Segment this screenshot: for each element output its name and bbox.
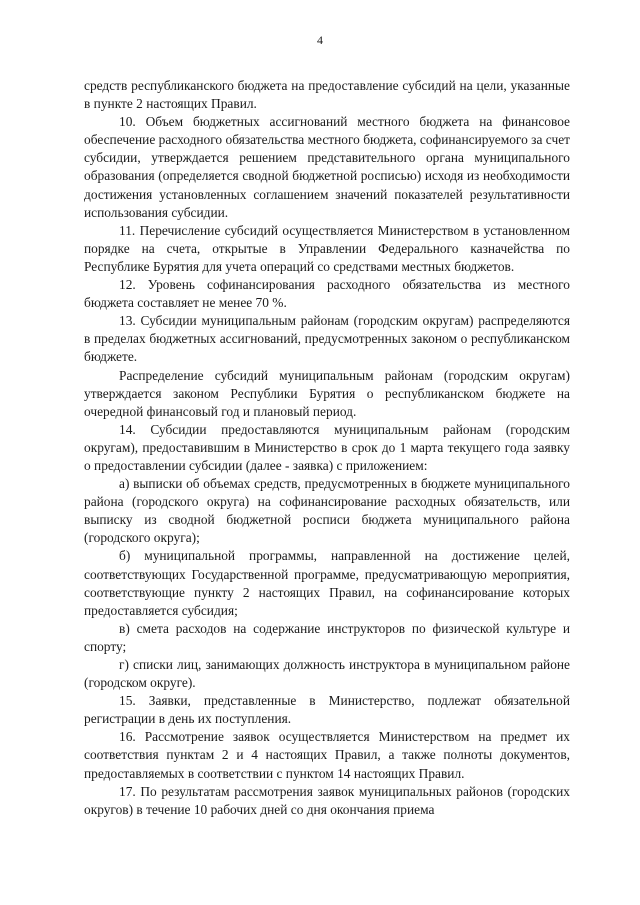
paragraph-13: 13. Субсидии муниципальным районам (городским округам) распределяются в пределах бюджетных ассигнований, предусмотренных законом о республиканском бюджете. xyxy=(84,313,570,365)
paragraph-14: 14. Субсидии предоставляются муниципальным районам (городским округам), предоставившим в Министерство в срок до 1 марта текущего года заявку о предоставлении субсидии (далее - заявка) с приложением: xyxy=(84,421,570,473)
paragraph-12: 12. Уровень софинансирования расходного обязательства из местного бюджета составляет не менее 70 %. xyxy=(84,277,570,311)
paragraph-10: 10. Объем бюджетных ассигнований местного бюджета на финансовое обеспечение расходного обязательства местного бюджета, софинансируемого за счет субсидии, утверждается решением представительного органа муниципального образования (определяется сводной бюджетной росписью) исходя из необходимости достижения установленных соглашением значений показателей результативности использования субсидии. xyxy=(84,114,570,220)
paragraph-14-item-g: г) списки лиц, занимающих должность инструктора в муниципальном районе (городском округе). xyxy=(84,657,570,691)
document-body xyxy=(84,77,570,819)
paragraph-16: 16. Рассмотрение заявок осуществляется Министерством на предмет их соответствия пунктам 2 и 4 настоящих Правил, а также полноты документов, предоставляемых в соответствии с пунктом 14 настоящих Правил. xyxy=(84,729,570,781)
paragraph-13-distribution: Распределение субсидий муниципальным районам (городским округам) утверждается законом Республики Бурятия о республиканском бюджете на очередной финансовый год и плановый период. xyxy=(84,367,570,419)
paragraph-14-item-v: в) смета расходов на содержание инструкторов по физической культуре и спорту; xyxy=(84,620,570,654)
paragraph-14-item-a: а) выписки об объемах средств, предусмотренных в бюджете муниципального района (городского округа) на софинансирование расходных обязательств, или выписку из сводной бюджетной росписи бюджета муниципального района (городского округа); xyxy=(84,476,570,546)
paragraph-11: 11. Перечисление субсидий осуществляется Министерством в установленном порядке на счета, открытые в Управлении Федерального казначейства по Республике Бурятия для учета операций со средствами местных бюджетов. xyxy=(84,222,570,274)
paragraph-14-item-b: б) муниципальной программы, направленной на достижение целей, соответствующих Государственной программе, предусматривающую мероприятия, соответствующие пункту 2 настоящих Правил, на софинансирование которых предоставляется субсидия; xyxy=(84,548,570,618)
paragraph-continuation: средств республиканского бюджета на предоставление субсидий на цели, указанные в пункте 2 настоящих Правил. xyxy=(84,78,570,112)
paragraph-15: 15. Заявки, представленные в Министерство, подлежат обязательной регистрации в день их поступления. xyxy=(84,693,570,727)
page-number: 4 xyxy=(317,33,323,47)
paragraph-17: 17. По результатам рассмотрения заявок муниципальных районов (городских округов) в течение 10 рабочих дней со дня окончания приема xyxy=(84,783,570,817)
